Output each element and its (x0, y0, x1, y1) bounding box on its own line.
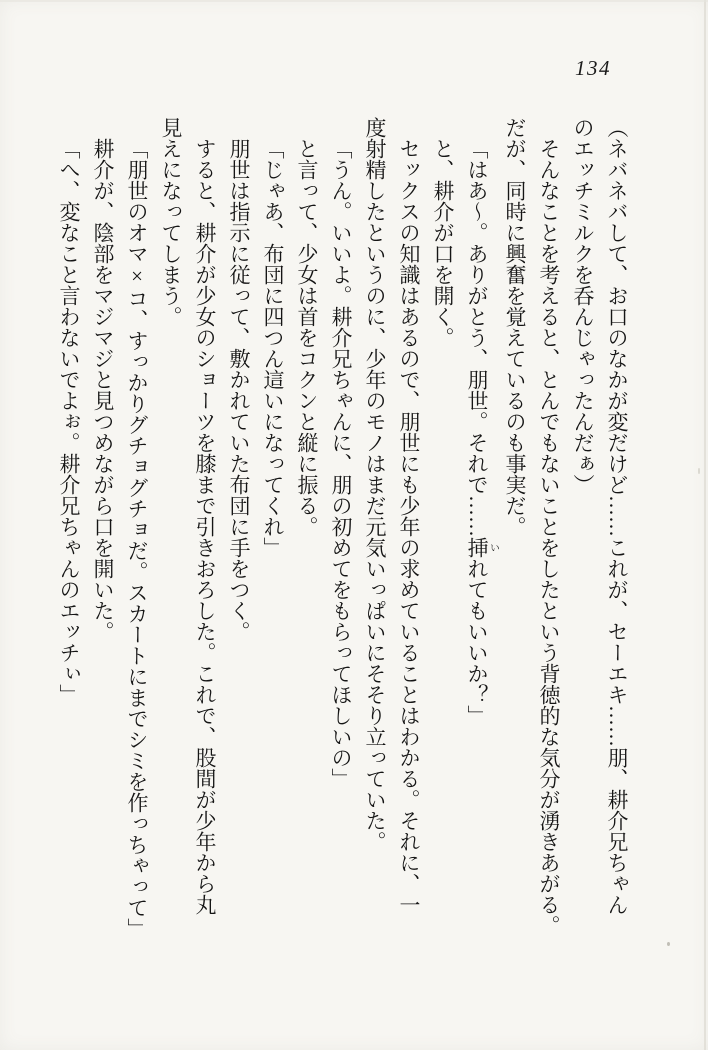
scan-edge-artifact (704, 0, 706, 1050)
text-line: 耕介が、陰部をマジマジと見つめながら口を開いた。 (91, 138, 115, 642)
text-line: と、耕介が口を開く。 (431, 138, 455, 348)
text-line: 「朋世のオマ×コ、すっかりグチョグチョだ。スカートにまでシミを作っちゃって」 (125, 138, 149, 939)
text-line: 朋世は指示に従って、敷かれていた布団に手をつく。 (227, 138, 251, 642)
text-line-with-ruby (460, 117, 498, 967)
text-line: そんなことを考えると、とんでもないことをしたという背徳的な気分が湧きあがる。 (537, 138, 561, 936)
text-line: 「じゃあ、布団に四つん這いになってくれ」 (261, 138, 285, 558)
text-line: のエッチミルクを呑んじゃったんだぁ） (571, 117, 595, 495)
text-line: と言って、少女は首をコクンと縦に振る。 (295, 138, 319, 537)
text-segment: れてもいいか？」 (465, 558, 489, 726)
text-line: （ネバネバして、お口のなかが変だけど……これが、セーエキ……朋、耕介兄ちゃん (605, 117, 629, 915)
text-line: 「へ、変なこと言わないでよぉ。耕介兄ちゃんのエッチぃ」 (57, 138, 81, 705)
scan-edge-artifact (0, 0, 708, 2)
body-text (52, 117, 634, 967)
text-line: すると、耕介が少女のショーツを膝まで引きおろした。これで、股間が少年から丸 (193, 138, 217, 915)
ruby-text: い (487, 537, 499, 558)
scan-speck (667, 942, 670, 946)
text-line: 見えになってしまう。 (159, 117, 183, 327)
text-line: 「うん。いいよ。耕介兄ちゃんに、朋の初めてをもらってほしいの」 (329, 138, 353, 789)
ruby-base: 挿 (465, 537, 489, 558)
text-segment: 「はあ～。ありがとう、朋世。それで…… (465, 138, 489, 537)
text-line: セックスの知識はあるので、朋世にも少年の求めていることはわかる。それに、一 (397, 138, 421, 915)
page-number: 134 (575, 56, 611, 80)
text-line: だが、同時に興奮を覚えているのも事実だ。 (503, 117, 527, 537)
scan-speck (698, 468, 700, 474)
furigana-annotation (465, 537, 499, 558)
text-line: 度射精したというのに、少年のモノはまだ元気いっぱいにそそり立っていた。 (363, 117, 387, 852)
